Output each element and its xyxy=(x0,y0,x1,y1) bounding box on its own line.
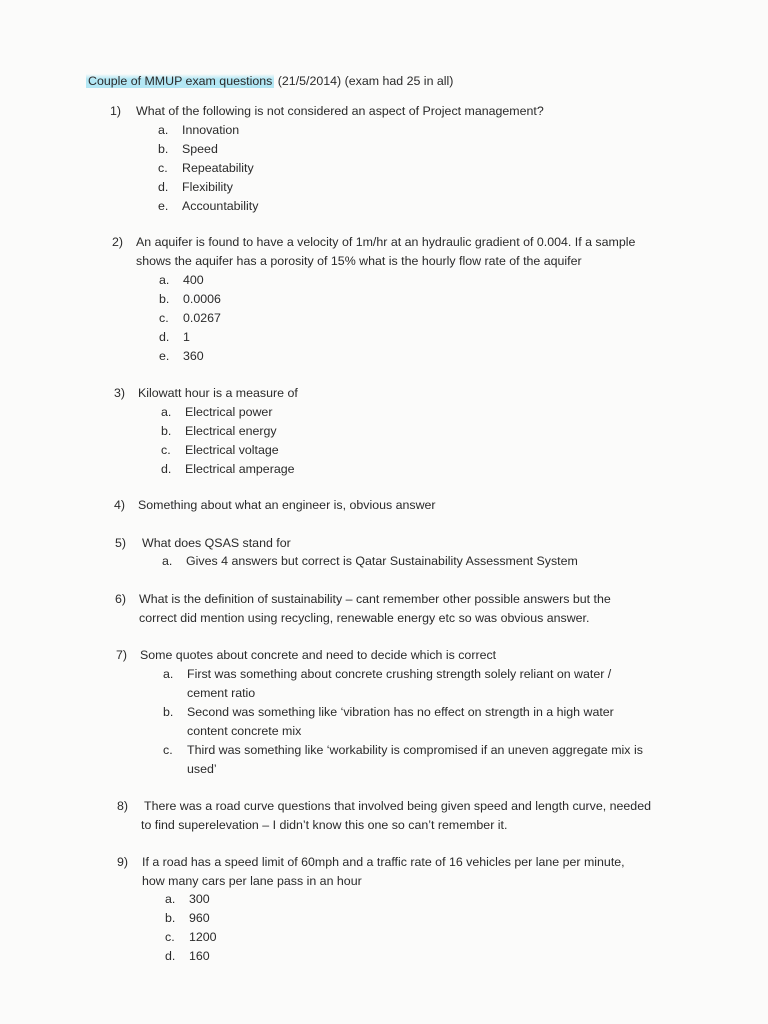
question-number: 6) xyxy=(115,592,127,606)
option-letter: a. xyxy=(159,273,170,287)
question-number: 3) xyxy=(114,386,126,400)
option-text: Speed xyxy=(182,142,218,156)
option-letter: c. xyxy=(163,743,173,757)
option-text: 400 xyxy=(183,273,204,287)
question-text: What of the following is not considered an aspect of Project management? xyxy=(136,104,544,118)
title-date-note: (21/5/2014) (exam had 25 in all) xyxy=(274,74,454,88)
question-text: Some quotes about concrete and need to decide which is correct xyxy=(140,648,497,662)
option-text: Repeatability xyxy=(182,161,254,175)
option-text: Gives 4 answers but correct is Qatar Sustainability Assessment System xyxy=(186,554,578,568)
question-text: What does QSAS stand for xyxy=(142,536,291,550)
option-text: 960 xyxy=(189,911,210,925)
question-number: 7) xyxy=(116,648,128,662)
option-text: Flexibility xyxy=(182,180,233,194)
option-text: Third was something like ‘workability is compromised if an uneven aggregate mix is xyxy=(187,743,643,757)
option-text: 160 xyxy=(189,949,210,963)
option-letter: e. xyxy=(158,199,169,213)
question-number: 9) xyxy=(117,855,129,869)
option-text: 0.0267 xyxy=(183,311,221,325)
option-text: 0.0006 xyxy=(183,292,221,306)
option-text-line-2: content concrete mix xyxy=(187,724,302,738)
option-letter: a. xyxy=(161,405,172,419)
option-text: Electrical voltage xyxy=(185,443,279,457)
option-text: 300 xyxy=(189,892,210,906)
question-text: If a road has a speed limit of 60mph and a traffic rate of 16 vehicles per lane per minute, xyxy=(142,855,625,869)
option-text: 360 xyxy=(183,349,204,363)
question-number: 8) xyxy=(117,799,129,813)
question-number: 2) xyxy=(112,235,124,249)
option-letter: d. xyxy=(161,462,172,476)
option-letter: c. xyxy=(159,311,169,325)
option-text: 1200 xyxy=(189,930,217,944)
option-letter: b. xyxy=(159,292,170,306)
option-text-line-2: used’ xyxy=(187,762,217,776)
option-text: Second was something like ‘vibration has no effect on strength in a high water xyxy=(187,705,614,719)
option-letter: d. xyxy=(159,330,170,344)
option-letter: c. xyxy=(165,930,175,944)
option-text: Electrical energy xyxy=(185,424,277,438)
option-letter: d. xyxy=(165,949,176,963)
question-text-line-2: shows the aquifer has a porosity of 15% what is the hourly flow rate of the aquifer xyxy=(136,254,582,268)
option-text: Accountability xyxy=(182,199,259,213)
question-text-line-2: to find superelevation – I didn’t know this one so can’t remember it. xyxy=(141,818,508,832)
question-text-line-2: how many cars per lane pass in an hour xyxy=(142,874,362,888)
option-letter: d. xyxy=(158,180,169,194)
option-letter: e. xyxy=(159,349,170,363)
option-letter: c. xyxy=(158,161,168,175)
option-letter: c. xyxy=(161,443,171,457)
option-letter: b. xyxy=(158,142,169,156)
question-number: 5) xyxy=(115,536,127,550)
question-text: Kilowatt hour is a measure of xyxy=(138,386,298,400)
option-letter: b. xyxy=(165,911,176,925)
option-letter: a. xyxy=(162,554,173,568)
question-text: There was a road curve questions that involved being given speed and length curve, needed xyxy=(144,799,651,813)
option-letter: a. xyxy=(158,123,169,137)
question-number: 4) xyxy=(114,498,126,512)
option-text: Innovation xyxy=(182,123,240,137)
option-text-line-2: cement ratio xyxy=(187,686,256,700)
page-title xyxy=(88,73,453,89)
title-highlighted-text: Couple of MMUP exam questions xyxy=(88,74,273,88)
option-text: Electrical power xyxy=(185,405,273,419)
question-number: 1) xyxy=(110,104,122,118)
question-text-line-2: correct did mention using recycling, renewable energy etc so was obvious answer. xyxy=(139,611,590,625)
option-text: Electrical amperage xyxy=(185,462,295,476)
option-text: 1 xyxy=(183,330,190,344)
option-text: First was something about concrete crushing strength solely reliant on water / xyxy=(187,667,612,681)
question-text: What is the definition of sustainability – cant remember other possible answers but the xyxy=(139,592,611,606)
question-text: Something about what an engineer is, obvious answer xyxy=(138,498,436,512)
option-letter: b. xyxy=(163,705,174,719)
option-letter: a. xyxy=(165,892,176,906)
option-letter: a. xyxy=(163,667,174,681)
option-letter: b. xyxy=(161,424,172,438)
question-text: An aquifer is found to have a velocity of 1m/hr at an hydraulic gradient of 0.004. If a sample xyxy=(136,235,636,249)
